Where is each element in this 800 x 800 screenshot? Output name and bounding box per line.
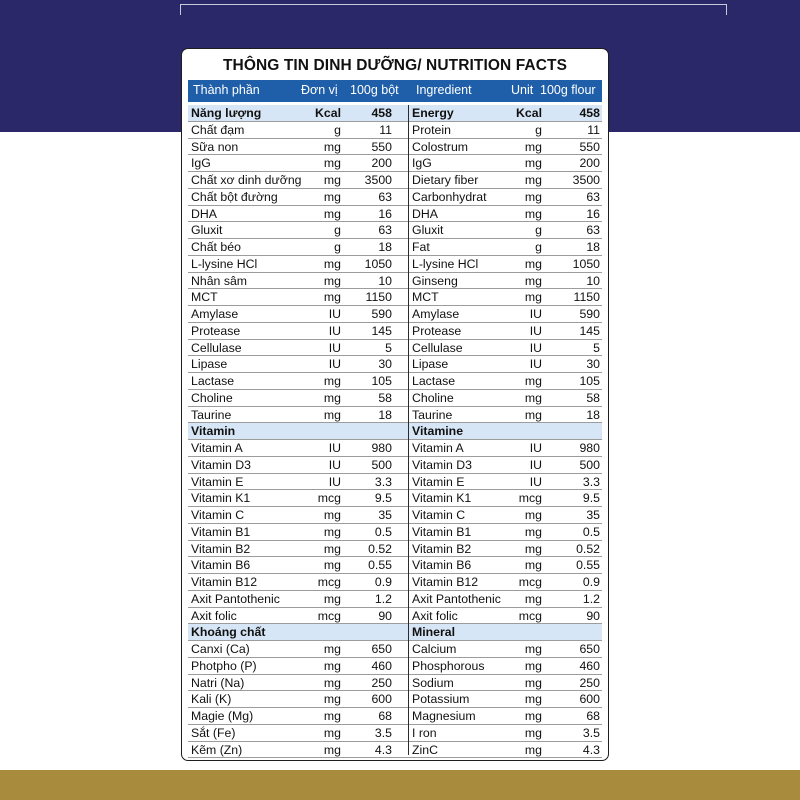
cell-en-name: Choline xyxy=(412,390,454,405)
cell-en-name: Vitamin C xyxy=(412,508,466,522)
cell-vn-name: Vitamin xyxy=(191,424,236,439)
cell-en-value: 3500 xyxy=(572,173,600,187)
cell-en-value: 10 xyxy=(586,273,600,288)
table-row xyxy=(188,574,602,591)
cell-en-name: Protease xyxy=(412,323,462,338)
cell-vn-name: MCT xyxy=(191,290,218,305)
cell-en-value: 16 xyxy=(586,206,600,221)
cell-en-value: 105 xyxy=(579,374,600,388)
cell-en-name: Axit folic xyxy=(412,608,458,623)
cell-en-name: Amylase xyxy=(412,307,460,321)
cell-en-value: 58 xyxy=(586,390,600,405)
cell-en-unit: mg xyxy=(524,206,542,221)
cell-vn-name: Photpho (P) xyxy=(191,658,257,673)
cell-en-value: 4.3 xyxy=(582,742,600,757)
cell-en-value: 650 xyxy=(579,642,600,656)
cell-vn-unit: mg xyxy=(323,692,341,707)
table-row xyxy=(188,390,602,407)
cell-vn-value: 1.2 xyxy=(374,591,392,606)
cell-en-unit: mg xyxy=(524,173,542,187)
cell-vn-value: 30 xyxy=(378,357,392,372)
cell-vn-unit: mg xyxy=(323,290,341,305)
cell-vn-value: 18 xyxy=(378,240,392,254)
cell-vn-unit: IU xyxy=(328,307,341,321)
cell-en-unit: mcg xyxy=(518,575,542,589)
nutrition-title: THÔNG TIN DINH DƯỠNG/ NUTRITION FACTS xyxy=(222,57,568,74)
nutrition-table xyxy=(188,105,602,758)
cell-en-name: Energy xyxy=(412,106,454,120)
cell-en-name: I ron xyxy=(412,725,437,740)
cell-en-name: Phosphorous xyxy=(412,658,485,673)
cell-vn-unit: mg xyxy=(323,675,341,690)
cell-vn-unit: mcg xyxy=(317,608,341,623)
cell-vn-name: Lactase xyxy=(191,374,235,388)
cell-en-value: 1.2 xyxy=(582,591,600,606)
table-row xyxy=(188,273,602,290)
cell-en-name: Potassium xyxy=(412,692,470,707)
table-header xyxy=(188,80,602,102)
cell-vn-unit: mcg xyxy=(317,491,341,506)
cell-en-unit: mg xyxy=(524,407,542,422)
cell-en-name: Vitamin B6 xyxy=(412,558,472,573)
cell-en-value: 600 xyxy=(579,692,600,707)
cell-en-name: Fat xyxy=(412,240,430,254)
cell-vn-name: DHA xyxy=(191,206,217,221)
section-row xyxy=(188,624,602,641)
cell-vn-value: 63 xyxy=(378,223,392,238)
cell-vn-name: Gluxit xyxy=(191,223,223,238)
cell-vn-name: Vitamin B1 xyxy=(191,524,251,539)
cell-en-name: Colostrum xyxy=(412,139,469,154)
cell-vn-value: 0.5 xyxy=(374,524,392,539)
cell-vn-unit: IU xyxy=(328,457,341,472)
cell-vn-unit: mg xyxy=(323,273,341,288)
cell-vn-unit: g xyxy=(334,223,341,238)
cell-en-unit: mg xyxy=(524,374,542,388)
table-row xyxy=(188,222,602,239)
cell-en-name: IgG xyxy=(412,156,432,171)
cell-en-value: 3.3 xyxy=(582,474,600,489)
table-row xyxy=(188,306,602,323)
cell-en-name: Dietary fiber xyxy=(412,173,479,187)
section-row xyxy=(188,105,602,122)
table-row xyxy=(188,742,602,759)
cell-en-name: Lipase xyxy=(412,357,449,372)
table-row xyxy=(188,206,602,223)
cell-vn-value: 68 xyxy=(378,709,392,723)
cell-vn-name: Natri (Na) xyxy=(191,675,245,690)
table-row xyxy=(188,457,602,474)
cell-vn-name: Năng lượng xyxy=(191,106,262,120)
cell-en-value: 0.55 xyxy=(576,558,600,573)
cell-vn-name: Chất béo xyxy=(191,240,241,254)
cell-vn-unit: mg xyxy=(323,374,341,388)
cell-en-name: MCT xyxy=(412,290,439,305)
cell-vn-unit: mg xyxy=(323,256,341,271)
cell-vn-value: 105 xyxy=(371,374,392,388)
cell-en-unit: mcg xyxy=(518,608,542,623)
cell-en-value: 550 xyxy=(579,139,600,154)
cell-vn-name: Vitamin C xyxy=(191,508,245,522)
cell-vn-name: Axit folic xyxy=(191,608,237,623)
cell-vn-value: 3.3 xyxy=(374,474,392,489)
cell-en-name: DHA xyxy=(412,206,438,221)
cell-en-unit: mg xyxy=(524,692,542,707)
cell-en-name: Cellulase xyxy=(412,340,463,355)
table-row xyxy=(188,725,602,742)
cell-en-unit: mg xyxy=(524,524,542,539)
cell-en-unit: mg xyxy=(524,189,542,204)
table-row xyxy=(188,474,602,491)
cell-en-value: 9.5 xyxy=(582,491,600,506)
cell-vn-name: L-lysine HCl xyxy=(191,256,258,271)
cell-vn-unit: IU xyxy=(328,323,341,338)
cell-en-unit: mg xyxy=(524,508,542,522)
cell-vn-value: 63 xyxy=(378,189,392,204)
table-row xyxy=(188,524,602,541)
top-outline-frame xyxy=(180,4,727,15)
cell-en-value: 460 xyxy=(579,658,600,673)
cell-vn-value: 3.5 xyxy=(374,725,392,740)
cell-vn-value: 458 xyxy=(371,106,392,120)
cell-vn-unit: mg xyxy=(323,407,341,422)
cell-vn-value: 11 xyxy=(379,122,392,137)
cell-en-unit: mg xyxy=(524,709,542,723)
cell-vn-name: Vitamin B2 xyxy=(191,541,251,556)
table-row xyxy=(188,708,602,725)
cell-vn-value: 250 xyxy=(371,675,392,690)
cell-en-value: 590 xyxy=(579,307,600,321)
cell-vn-unit: mg xyxy=(323,541,341,556)
cell-vn-unit: mg xyxy=(323,156,341,171)
cell-en-unit: mg xyxy=(524,541,542,556)
cell-vn-unit: IU xyxy=(328,357,341,372)
cell-vn-value: 1050 xyxy=(364,256,392,271)
cell-vn-value: 90 xyxy=(378,608,392,623)
cell-vn-value: 590 xyxy=(371,307,392,321)
table-row xyxy=(188,155,602,172)
cell-en-name: Vitamin K1 xyxy=(412,491,472,506)
table-row xyxy=(188,340,602,357)
cell-en-name: Vitamin E xyxy=(412,474,465,489)
table-row xyxy=(188,658,602,675)
cell-vn-name: Canxi (Ca) xyxy=(191,642,250,656)
cell-en-name: Protein xyxy=(412,122,451,137)
cell-vn-name: Amylase xyxy=(191,307,239,321)
table-row xyxy=(188,691,602,708)
cell-vn-unit: IU xyxy=(328,474,341,489)
section-row xyxy=(188,423,602,440)
cell-en-value: 63 xyxy=(586,189,600,204)
cell-en-unit: mg xyxy=(524,139,542,154)
cell-vn-unit: IU xyxy=(328,340,341,355)
table-row xyxy=(188,256,602,273)
cell-en-unit: IU xyxy=(529,441,542,455)
cell-en-value: 5 xyxy=(593,340,600,355)
cell-en-name: Magnesium xyxy=(412,709,476,723)
cell-vn-value: 10 xyxy=(378,273,392,288)
cell-en-value: 90 xyxy=(586,608,600,623)
cell-vn-unit: mg xyxy=(323,206,341,221)
cell-en-unit: IU xyxy=(529,340,542,355)
cell-vn-value: 650 xyxy=(371,642,392,656)
table-row xyxy=(188,490,602,507)
cell-en-unit: mcg xyxy=(518,491,542,506)
header-vn-amount: 100g bột xyxy=(350,83,399,97)
cell-vn-unit: mg xyxy=(323,725,341,740)
cell-en-value: 68 xyxy=(586,709,600,723)
cell-vn-name: Lipase xyxy=(191,357,228,372)
cell-vn-name: Vitamin E xyxy=(191,474,244,489)
column-divider xyxy=(408,105,409,755)
table-row xyxy=(188,507,602,524)
cell-en-unit: mg xyxy=(524,256,542,271)
cell-en-unit: g xyxy=(535,122,542,137)
cell-vn-name: Sắt (Fe) xyxy=(191,725,236,740)
cell-en-name: Mineral xyxy=(412,625,456,640)
cell-en-value: 980 xyxy=(579,441,600,455)
table-row xyxy=(188,189,602,206)
cell-en-name: Vitamin B2 xyxy=(412,541,472,556)
cell-en-value: 1150 xyxy=(573,290,600,305)
cell-en-unit: mg xyxy=(524,742,542,757)
cell-vn-unit: mg xyxy=(323,558,341,573)
cell-vn-name: Kẽm (Zn) xyxy=(191,742,243,757)
cell-vn-name: Protease xyxy=(191,323,241,338)
cell-en-name: Lactase xyxy=(412,374,456,388)
cell-vn-name: Cellulase xyxy=(191,340,242,355)
cell-en-value: 458 xyxy=(579,106,600,120)
table-row xyxy=(188,323,602,340)
nutrition-facts-card xyxy=(181,48,609,761)
cell-vn-unit: g xyxy=(334,240,341,254)
cell-en-unit: Kcal xyxy=(516,106,542,120)
cell-vn-unit: mg xyxy=(323,524,341,539)
cell-en-value: 500 xyxy=(579,457,600,472)
cell-vn-value: 460 xyxy=(371,658,392,673)
cell-en-name: L-lysine HCl xyxy=(412,256,479,271)
cell-vn-name: Magie (Mg) xyxy=(191,709,254,723)
table-row xyxy=(188,407,602,424)
cell-vn-value: 3500 xyxy=(364,173,392,187)
cell-vn-name: Chất xơ dinh dưỡng xyxy=(191,173,302,187)
cell-vn-value: 5 xyxy=(385,340,392,355)
header-vn-name: Thành phần xyxy=(193,83,260,97)
cell-vn-value: 9.5 xyxy=(374,491,392,506)
cell-vn-name: Vitamin A xyxy=(191,441,243,455)
cell-vn-unit: mg xyxy=(323,591,341,606)
cell-vn-unit: mg xyxy=(323,742,341,757)
cell-en-value: 3.5 xyxy=(582,725,600,740)
cell-vn-unit: mcg xyxy=(317,575,341,589)
cell-vn-name: Kali (K) xyxy=(191,692,232,707)
cell-en-unit: mg xyxy=(524,658,542,673)
cell-en-unit: IU xyxy=(529,307,542,321)
table-row xyxy=(188,289,602,306)
cell-vn-unit: mg xyxy=(323,139,341,154)
cell-vn-unit: mg xyxy=(323,658,341,673)
cell-vn-value: 18 xyxy=(378,407,392,422)
cell-vn-name: Choline xyxy=(191,390,233,405)
cell-vn-name: Vitamin K1 xyxy=(191,491,251,506)
table-row xyxy=(188,172,602,189)
cell-en-unit: mg xyxy=(524,591,542,606)
cell-en-unit: mg xyxy=(524,273,542,288)
cell-vn-name: Vitamin B12 xyxy=(191,575,258,589)
cell-en-value: 145 xyxy=(579,323,600,338)
cell-en-value: 0.52 xyxy=(576,541,600,556)
cell-vn-value: 600 xyxy=(371,692,392,707)
cell-vn-unit: mg xyxy=(323,390,341,405)
cell-en-name: Calcium xyxy=(412,642,457,656)
cell-vn-value: 16 xyxy=(378,206,392,221)
cell-en-name: Vitamin A xyxy=(412,441,464,455)
cell-en-unit: g xyxy=(535,223,542,238)
cell-vn-value: 145 xyxy=(371,323,392,338)
bottom-gold-band xyxy=(0,770,800,800)
cell-en-name: Ginseng xyxy=(412,273,458,288)
cell-vn-value: 0.55 xyxy=(368,558,392,573)
cell-en-value: 30 xyxy=(586,357,600,372)
table-row xyxy=(188,356,602,373)
table-row xyxy=(188,440,602,457)
cell-en-value: 18 xyxy=(586,407,600,422)
table-row xyxy=(188,239,602,256)
header-en-name: Ingredient xyxy=(416,83,472,97)
table-row xyxy=(188,557,602,574)
cell-vn-name: Chất đạm xyxy=(191,122,245,137)
table-row xyxy=(188,591,602,608)
cell-en-value: 63 xyxy=(586,223,600,238)
cell-en-value: 250 xyxy=(579,675,600,690)
cell-en-unit: g xyxy=(535,240,542,254)
header-en-amount: 100g flour xyxy=(540,83,596,97)
cell-en-name: Taurine xyxy=(412,407,453,422)
cell-en-name: Gluxit xyxy=(412,223,444,238)
cell-vn-value: 550 xyxy=(371,139,392,154)
cell-vn-value: 200 xyxy=(371,156,392,171)
cell-en-unit: mg xyxy=(524,156,542,171)
table-row xyxy=(188,541,602,558)
cell-vn-value: 0.9 xyxy=(374,575,392,589)
cell-vn-value: 980 xyxy=(371,441,392,455)
cell-en-unit: mg xyxy=(524,390,542,405)
table-row xyxy=(188,608,602,625)
table-row xyxy=(188,675,602,692)
cell-vn-name: Taurine xyxy=(191,407,232,422)
header-vn-unit: Đơn vị xyxy=(301,83,338,97)
cell-vn-value: 1150 xyxy=(365,290,392,305)
cell-en-value: 11 xyxy=(587,122,600,137)
cell-en-unit: mg xyxy=(524,675,542,690)
cell-en-name: Axit Pantothenic xyxy=(412,591,501,606)
cell-en-unit: mg xyxy=(524,642,542,656)
cell-vn-name: Vitamin D3 xyxy=(191,457,251,472)
cell-vn-unit: mg xyxy=(323,709,341,723)
cell-en-unit: IU xyxy=(529,323,542,338)
cell-en-value: 0.9 xyxy=(582,575,600,589)
cell-vn-unit: mg xyxy=(323,189,341,204)
cell-vn-name: Axit Pantothenic xyxy=(191,591,280,606)
cell-en-name: Vitamin B1 xyxy=(412,524,472,539)
cell-en-name: Carbonhydrat xyxy=(412,189,487,204)
cell-vn-value: 35 xyxy=(378,508,392,522)
cell-en-value: 200 xyxy=(579,156,600,171)
cell-vn-unit: Kcal xyxy=(315,106,341,120)
cell-vn-value: 58 xyxy=(378,390,392,405)
header-en-unit: Unit xyxy=(511,83,534,97)
cell-en-unit: IU xyxy=(529,357,542,372)
cell-en-name: Vitamin B12 xyxy=(412,575,479,589)
cell-vn-value: 500 xyxy=(371,457,392,472)
cell-vn-unit: IU xyxy=(328,441,341,455)
cell-vn-unit: mg xyxy=(323,173,341,187)
cell-en-name: Sodium xyxy=(412,675,454,690)
cell-vn-unit: mg xyxy=(323,508,341,522)
cell-vn-name: Vitamin B6 xyxy=(191,558,251,573)
cell-en-value: 35 xyxy=(586,508,600,522)
cell-en-value: 18 xyxy=(586,240,600,254)
cell-vn-name: Chất bột đường xyxy=(191,189,278,204)
cell-vn-name: Khoáng chất xyxy=(191,625,266,640)
table-row xyxy=(188,641,602,658)
cell-en-unit: mg xyxy=(524,290,542,305)
cell-en-name: Vitamin D3 xyxy=(412,457,472,472)
cell-en-unit: IU xyxy=(529,474,542,489)
cell-en-value: 1050 xyxy=(572,256,600,271)
cell-en-unit: IU xyxy=(529,457,542,472)
cell-vn-unit: mg xyxy=(323,642,341,656)
table-row xyxy=(188,139,602,156)
cell-en-value: 0.5 xyxy=(582,524,600,539)
table-row xyxy=(188,122,602,139)
cell-vn-name: Sữa non xyxy=(191,139,239,154)
cell-en-name: Vitamine xyxy=(412,424,464,439)
cell-vn-name: Nhân sâm xyxy=(191,273,248,288)
table-row xyxy=(188,373,602,390)
cell-vn-unit: g xyxy=(334,122,341,137)
cell-vn-value: 4.3 xyxy=(374,742,392,757)
cell-en-name: ZinC xyxy=(412,742,438,757)
cell-vn-value: 0.52 xyxy=(368,541,392,556)
cell-vn-name: IgG xyxy=(191,156,211,171)
cell-en-unit: mg xyxy=(524,725,542,740)
cell-en-unit: mg xyxy=(524,558,542,573)
